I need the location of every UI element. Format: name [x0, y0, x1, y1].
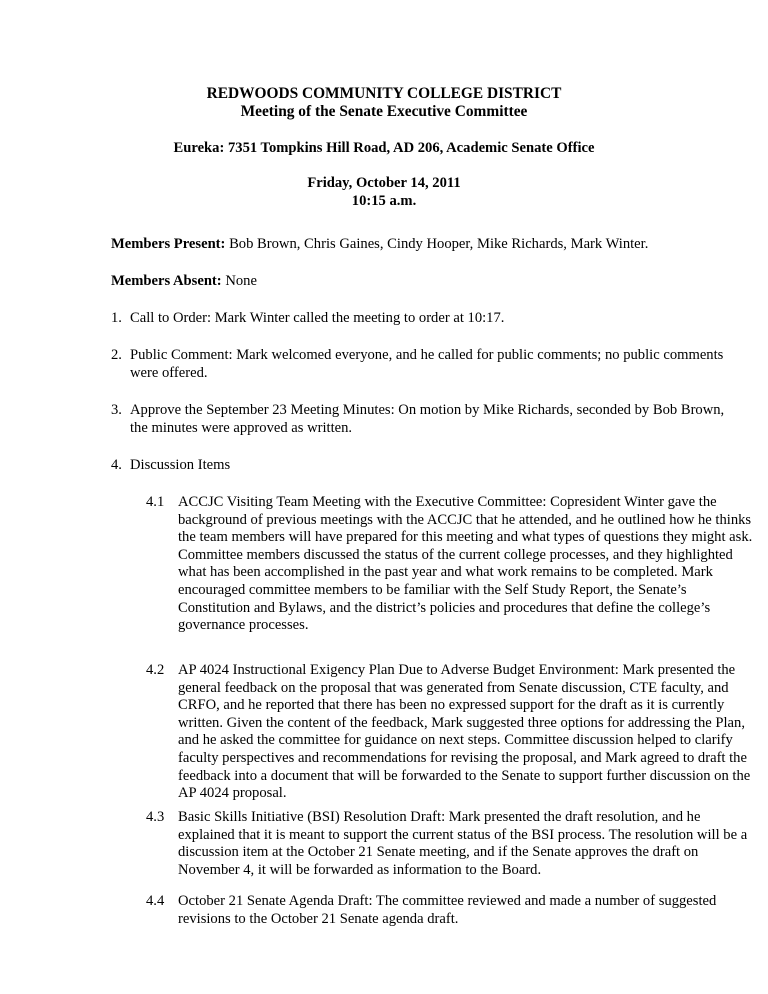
agenda-item-number: 3. — [111, 402, 122, 418]
discussion-item-number: 4.4 — [146, 893, 165, 909]
agenda-item — [111, 402, 741, 437]
discussion-item-number: 4.3 — [146, 809, 165, 825]
meeting-date: Friday, October 14, 2011 — [307, 175, 461, 191]
members-present-value: Bob Brown, Chris Gaines, Cindy Hooper, Mike Richards, Mark Winter. — [229, 236, 649, 252]
agenda-item-text: Public Comment: Mark welcomed everyone, and he called for public comments; no public comments were offered. — [130, 347, 724, 381]
discussion-item — [146, 494, 756, 635]
agenda-item-text: Discussion Items — [130, 457, 231, 473]
agenda-item — [111, 310, 741, 328]
discussion-item-text: Basic Skills Initiative (BSI) Resolution Draft: Mark presented the draft resolution, and he explained that it is meant to support the current status of the BSI process. The resolution will be a discussion item at the October 21 Senate meeting, and if the Senate approves the draft on November 4, it will be forwarded as information to the Board. — [178, 809, 748, 878]
discussion-item-text: AP 4024 Instructional Exigency Plan Due to Adverse Budget Environment: Mark presented the general feedback on the proposal that was generated from Senate discussion, CTE faculty, and CRFO, and he reported that there has been no expressed support for the draft as it is currently written. Given the content of the feedback, Mark suggested three options for addressing the Plan, and he asked the committee for guidance on next steps. Committee discussion helped to clarify faculty perspectives and recommendations for revising the proposal, and Mark agreed to draft the feedback into a document that will be forwarded to the Senate to support further discussion on the AP 4024 proposal. — [178, 662, 751, 802]
agenda-item-number: 1. — [111, 310, 122, 326]
district-title: REDWOODS COMMUNITY COLLEGE DISTRICT — [206, 85, 562, 102]
discussion-item-text: October 21 Senate Agenda Draft: The committee reviewed and made a number of suggested revisions to the October 21 Senate agenda draft. — [178, 893, 717, 927]
members-present — [111, 236, 741, 254]
members-absent — [111, 273, 741, 291]
discussion-item — [146, 893, 756, 928]
discussion-item-text: ACCJC Visiting Team Meeting with the Executive Committee: Copresident Winter gave the background of previous meetings with the ACCJC that he attended, and he outlined how he thinks the team members will have prepared for this meeting and what types of questions they might ask. Committee members discussed the status of the current college processes, and they highlighted what has been accomplished in the past year and what work remains to be completed. Mark encouraged committee members to be familiar with the Self Study Report, the Senate’s Constitution and Bylaws, and the district’s policies and procedures that define the college’s governance processes. — [178, 494, 753, 634]
meeting-location: Eureka: 7351 Tompkins Hill Road, AD 206, Academic Senate Office — [173, 140, 595, 156]
agenda-item-number: 4. — [111, 457, 122, 473]
agenda-item-text: Call to Order: Mark Winter called the meeting to order at 10:17. — [130, 310, 505, 326]
members-present-label: Members Present: — [111, 236, 226, 252]
members-absent-label: Members Absent: — [111, 273, 222, 289]
discussion-item-number: 4.2 — [146, 662, 165, 678]
agenda-item-text: Approve the September 23 Meeting Minutes: On motion by Mike Richards, seconded by Bob Brown, the minutes were approved as written. — [130, 402, 725, 436]
meeting-title: Meeting of the Senate Executive Committee — [240, 103, 528, 120]
discussion-item-number: 4.1 — [146, 494, 165, 510]
members-absent-value: None — [225, 273, 257, 289]
agenda-item-number: 2. — [111, 347, 122, 363]
discussion-item — [146, 662, 756, 803]
discussion-item — [146, 809, 756, 879]
agenda-item — [111, 347, 741, 382]
agenda-item — [111, 457, 741, 475]
meeting-time: 10:15 a.m. — [351, 193, 417, 209]
